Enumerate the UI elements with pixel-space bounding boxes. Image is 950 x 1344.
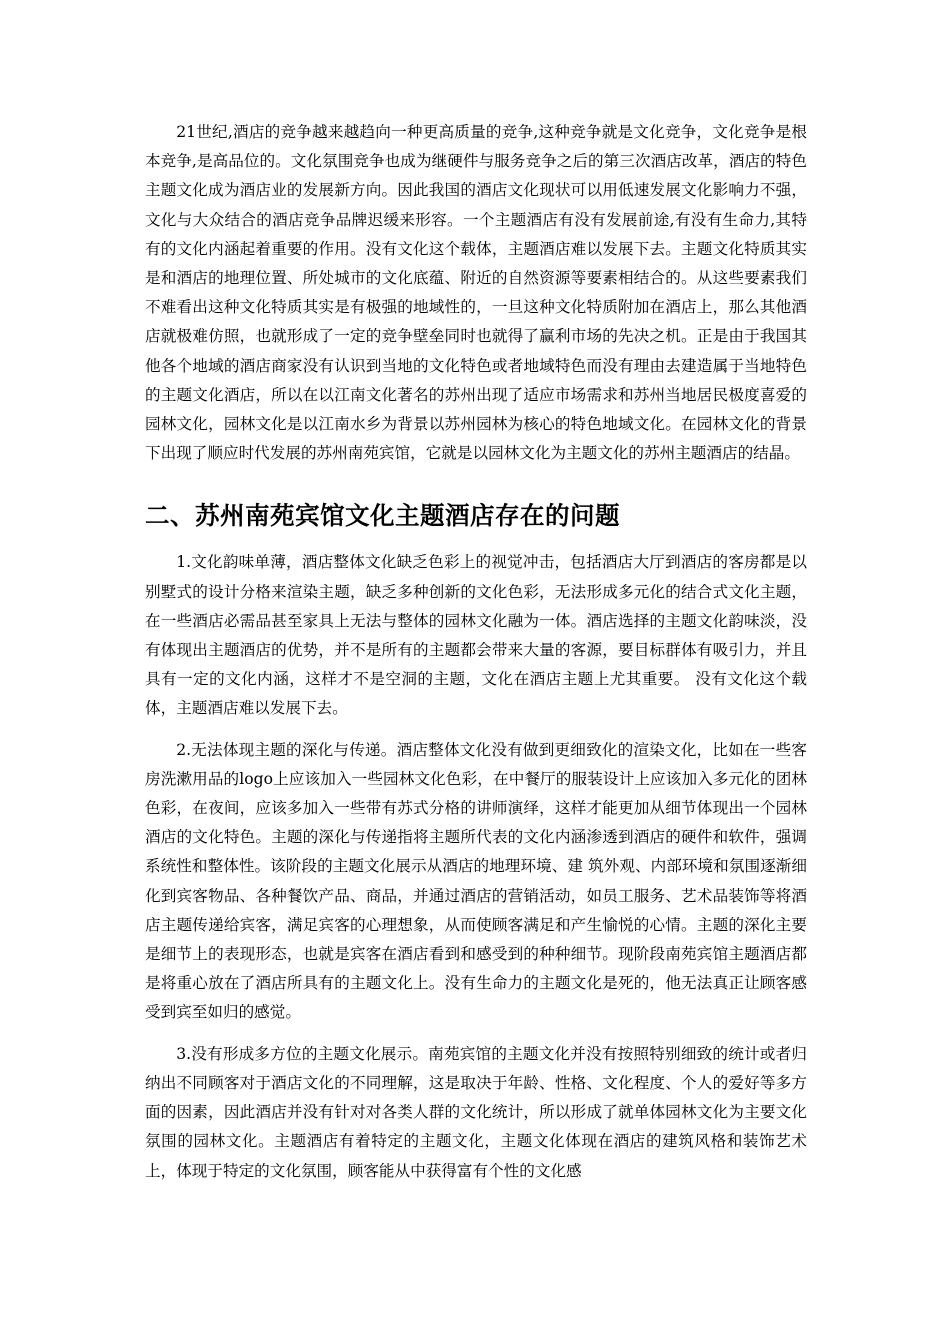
paragraph-2: 2.无法体现主题的深化与传递。酒店整体文化没有做到更细致化的渲染文化，比如在一些客房洗漱用品的logo上应该加入一些园林文化色彩，在中餐厅的服装设计上应该加入多元化的团林色彩，在夜间，应该多加入一些带有苏式分格的讲师演绎，这样才能更加从细节体现出一个园林酒店的文化特色。主题的深化与传递指将主题所代表的文化内涵渗透到酒店的硬件和软件，强调系统性和整体性。该阶段的主题文化展示从酒店的地理环境、建 筑外观、内部环境和氛围逐渐细化到宾客物品、各种餐饮产品、商品，并通过酒店的营销活动，如员工服务、艺术品装饰等将酒店主题传递给宾客，满足宾客的心理想象，从而使顾客满足和产生愉悦的心情。主题的深化主要是细节上的表现形态，也就是宾客在酒店看到和感受到的种种细节。现阶段南苑宾馆主题酒店都是将重心放在了酒店所具有的主题文化上。没有生命力的主题文化是死的，他无法真正让顾客感受到宾至如归的感觉。 <box>145 740 807 1022</box>
paragraph-1: 1.文化韵味单薄，酒店整体文化缺乏色彩上的视觉冲击，包括酒店大厅到酒店的客房都是以别墅式的设计分格来渲染主题，缺乏多种创新的文化色彩，无法形成多元化的结合式文化主题，在一些酒店必需品甚至家具上无法与整体的园林文化融为一体。酒店选择的主题文化韵味淡，没有体现出主题酒店的优势，并不是所有的主题都会带来大量的客源，要目标群体有吸引力，并且具有一定的文化内涵，这样才不是空洞的主题，文化在酒店主题上尤其重要。 没有文化这个载体，主题酒店难以发展下去。 <box>145 553 807 718</box>
section-heading: 二、苏州南苑宾馆文化主题酒店存在的问题 <box>145 501 620 531</box>
intro-paragraph: 21世纪,酒店的竞争越来越趋向一种更高质量的竞争,这种竞争就是文化竞争，文化竞争是根本竞争,是高品位的。文化氛围竞争也成为继硬件与服务竞争之后的第三次酒店改革，酒店的特色主题文化成为酒店业的发展新方向。因此我国的酒店文化现状可以用低速发展文化影响力不强，文化与大众结合的酒店竞争品牌迟缓来形容。一个主题酒店有没有发展前途,有没有生命力,其特有的文化内涵起着重要的作用。没有文化这个载体，主题酒店难以发展下去。主题文化特质其实是和酒店的地理位置、所处城市的文化底蕴、附近的自然资源等要素相结合的。从这些要素我们不难看出这种文化特质其实是有极强的地域性的，一旦这种文化特质附加在酒店上，那么其他酒店就极难仿照，也就形成了一定的竞争壁垒同时也就得了赢利市场的先决之机。正是由于我国其他各个地域的酒店商家没有认识到当地的文化特色或者地域特色而没有理由去建造属于当地特色的主题文化酒店，所以在以江南文化著名的苏州出现了适应市场需求和苏州当地居民极度喜爱的园林文化，园林文化是以江南水乡为背景以苏州园林为核心的特色地域文化。在园林文化的背景下出现了顺应时代发展的苏州南苑宾馆，它就是以园林文化为主题文化的苏州主题酒店的结晶。 <box>145 123 807 463</box>
paragraph-3: 3.没有形成多方位的主题文化展示。南苑宾馆的主题文化并没有按照特别细致的统计或者归纳出不同顾客对于酒店文化的不同理解，这是取决于年龄、性格、文化程度、个人的爱好等多方面的因素，因此酒店并没有针对对各类人群的文化统计，所以形成了就单体园林文化为主要文化氛围的园林文化。主题酒店有着特定的主题文化，主题文化体现在酒店的建筑风格和装饰艺术上，体现于特定的文化氛围，顾客能从中获得富有个性的文化感 <box>145 1044 807 1180</box>
document-page <box>145 118 807 1186</box>
